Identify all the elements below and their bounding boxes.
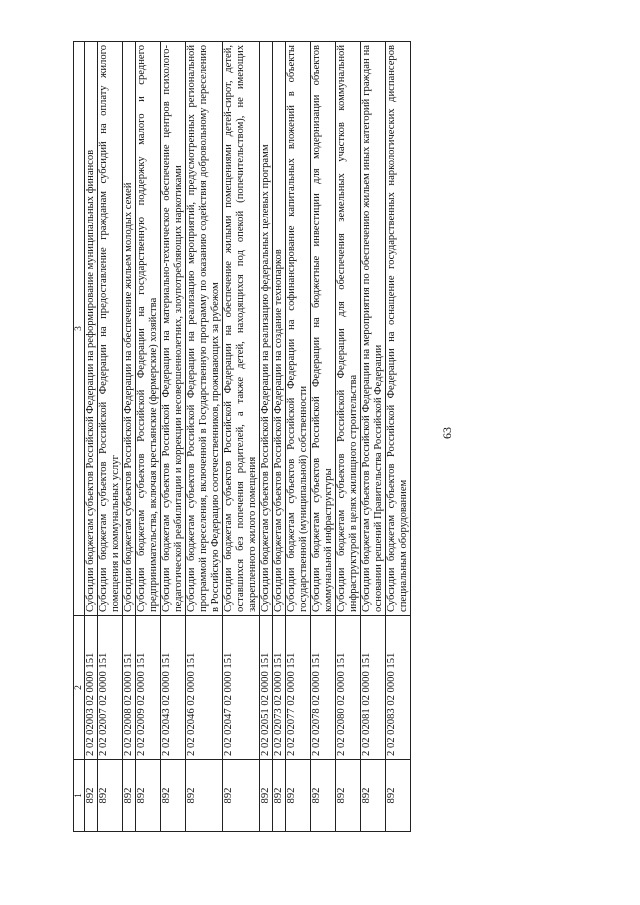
header-col-1: 1 bbox=[74, 760, 85, 832]
table-row bbox=[311, 42, 336, 832]
description-cell: Субсидии бюджетам субъектов Российской Федерации на государственную поддержку малого и среднего предпринимательства, включая крестьянские (фермерские) хозяйства bbox=[136, 42, 161, 616]
admin-code-cell: 892 bbox=[386, 760, 411, 832]
admin-code-cell: 892 bbox=[311, 760, 336, 832]
header-col-2: 2 bbox=[74, 616, 85, 760]
budget-code-cell: 2 02 02051 02 0000 151 bbox=[260, 616, 273, 760]
budget-code-cell: 2 02 02047 02 0000 151 bbox=[223, 616, 260, 760]
budget-code-cell: 2 02 02081 02 0000 151 bbox=[361, 616, 386, 760]
admin-code-cell: 892 bbox=[98, 760, 123, 832]
page-number: 63 bbox=[440, 427, 454, 439]
budget-code-cell: 2 02 02046 02 0000 151 bbox=[186, 616, 223, 760]
table-header-row bbox=[74, 42, 85, 832]
header-col-3: 3 bbox=[74, 42, 85, 616]
budget-code-cell: 2 02 02073 02 0000 151 bbox=[273, 616, 286, 760]
admin-code-cell: 892 bbox=[85, 760, 98, 832]
admin-code-cell: 892 bbox=[260, 760, 273, 832]
budget-code-cell: 2 02 02003 02 0000 151 bbox=[85, 616, 98, 760]
description-cell: Субсидии бюджетам субъектов Российской Федерации на создание технопарков bbox=[273, 42, 286, 616]
admin-code-cell: 892 bbox=[286, 760, 311, 832]
budget-code-cell: 2 02 02009 02 0000 151 bbox=[136, 616, 161, 760]
description-cell: Субсидии бюджетам субъектов Российской Федерации на обеспечение жилыми помещениями детей-сирот, детей, оставшихся без попечения родителей, а также детей, находящихся под опекой (попечительством), не имеющих закрепленного жилого помещения bbox=[223, 42, 260, 616]
table-row bbox=[386, 42, 411, 832]
admin-code-cell: 892 bbox=[223, 760, 260, 832]
table-row bbox=[123, 42, 136, 832]
admin-code-cell: 892 bbox=[161, 760, 186, 832]
budget-code-cell: 2 02 02008 02 0000 151 bbox=[123, 616, 136, 760]
table-row bbox=[136, 42, 161, 832]
subsidies-table bbox=[73, 41, 411, 832]
budget-code-cell: 2 02 02080 02 0000 151 bbox=[336, 616, 361, 760]
admin-code-cell: 892 bbox=[273, 760, 286, 832]
description-cell: Субсидии бюджетам субъектов Российской Федерации для обеспечения земельных участков коммунальной инфраструктурой в целях жилищного строительства bbox=[336, 42, 361, 616]
table-row bbox=[286, 42, 311, 832]
table-row bbox=[85, 42, 98, 832]
description-cell: Субсидии бюджетам субъектов Российской Федерации на софинансирование капитальных вложений в объекты государственной (муниципальной) собственности bbox=[286, 42, 311, 616]
table-row bbox=[361, 42, 386, 832]
table-row bbox=[161, 42, 186, 832]
description-cell: Субсидии бюджетам субъектов Российской Федерации на реализацию федеральных целевых программ bbox=[260, 42, 273, 616]
description-cell: Субсидии бюджетам субъектов Российской Федерации на обеспечение жильем молодых семей bbox=[123, 42, 136, 616]
description-cell: Субсидии бюджетам субъектов Российской Федерации на предоставление гражданам субсидий на оплату жилого помещения и коммунальных услуг bbox=[98, 42, 123, 616]
table-row bbox=[260, 42, 273, 832]
table-row bbox=[98, 42, 123, 832]
admin-code-cell: 892 bbox=[123, 760, 136, 832]
table-row bbox=[336, 42, 361, 832]
admin-code-cell: 892 bbox=[336, 760, 361, 832]
admin-code-cell: 892 bbox=[136, 760, 161, 832]
table-row bbox=[273, 42, 286, 832]
description-cell: Субсидии бюджетам субъектов Российской Федерации на оснащение государственных наркологических диспансеров специальным оборудованием bbox=[386, 42, 411, 616]
budget-code-cell: 2 02 02077 02 0000 151 bbox=[286, 616, 311, 760]
table-row bbox=[186, 42, 223, 832]
rotated-table-container bbox=[73, 42, 528, 832]
description-cell: Субсидии бюджетам субъектов Российской Федерации на реформирование муниципальных финансов bbox=[85, 42, 98, 616]
admin-code-cell: 892 bbox=[186, 760, 223, 832]
description-cell: Субсидии бюджетам субъектов Российской Федерации на бюджетные инвестиции для модернизации объектов коммунальной инфраструктуры bbox=[311, 42, 336, 616]
admin-code-cell: 892 bbox=[361, 760, 386, 832]
budget-code-cell: 2 02 02083 02 0000 151 bbox=[386, 616, 411, 760]
description-cell: Субсидии бюджетам субъектов Российской Федерации на материально-техническое обеспечение центров психолого-педагогической реабилитации и коррекции несовершеннолетних, злоупотребляющих наркотиками bbox=[161, 42, 186, 616]
description-cell: Субсидии бюджетам субъектов Российской Федерации на мероприятия по обеспечению жильем иных категорий граждан на основании решений Правительства Российской Федерации bbox=[361, 42, 386, 616]
description-cell: Субсидии бюджетам субъектов Российской Федерации на реализацию мероприятий, предусмотренных региональной программой переселения, включенной в Государственную программу по оказанию содействия добровольному переселению в Российскую Федерацию соотечественников, проживающих за рубежом bbox=[186, 42, 223, 616]
table-row bbox=[223, 42, 260, 832]
budget-code-cell: 2 02 02043 02 0000 151 bbox=[161, 616, 186, 760]
budget-code-cell: 2 02 02078 02 0000 151 bbox=[311, 616, 336, 760]
budget-code-cell: 2 02 02007 02 0000 151 bbox=[98, 616, 123, 760]
